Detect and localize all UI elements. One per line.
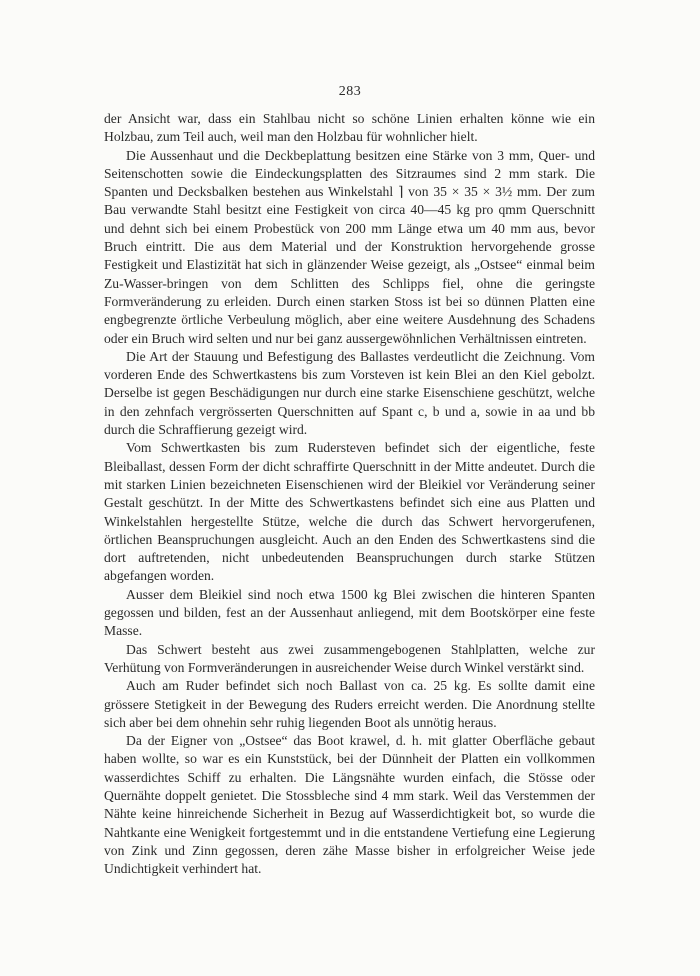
paragraph-3: Die Art der Stauung und Befestigung des Ballastes verdeutlicht die Zeichnung. Vom vorderen Ende des Schwertkastens bis zum Vorsteven ist kein Blei an den Kiel gebolzt. Derselbe ist gegen Beschädigungen nur durch eine starke Eisenschiene geschützt, welche in den zehnfach vergrösserten Querschnitten auf Spant c, b und a, sowie in aa und bb durch die Schraffierung gezeigt wird. bbox=[104, 348, 595, 438]
paragraph-8: Da der Eigner von „Ostsee“ das Boot krawel, d. h. mit glatter Oberfläche gebaut haben wollte, so war es ein Kunststück, bei der Dünnheit der Platten ein vollkommen wasserdichtes Schiff zu erhalten. Die Längsnähte wurden einfach, die Stösse oder Quernähte doppelt genietet. Die Stossbleche sind 4 mm stark. Weil das Verstemmen der Nähte keine hinreichende Sicherheit in Bezug auf Wasserdichtigkeit bot, so wurde die Nahtkante eine Wenigkeit fortgestemmt und in die entstandene Vertiefung eine Legierung von Zink und Zinn gegossen, deren zähe Masse bisher in erfolgreicher Weise jede Undichtigkeit verhindert hat. bbox=[104, 733, 595, 877]
paragraph-4: Vom Schwertkasten bis zum Rudersteven befindet sich der eigentliche, feste Bleiballast, dessen Form der dicht schraffirte Querschnitt in der Mitte andeutet. Durch die mit starken Linien bezeichneten Eisenschienen wird der Bleikiel vor Veränderung seiner Gestalt geschützt. In der Mitte des Schwertkastens befindet sich eine aus Platten und Winkelstahlen hergestellte Stütze, welche die durch das Schwert hervorgerufenen, örtlichen Beanspruchungen ausgleicht. Auch an den Enden des Schwertkastens sind die dort auftretenden, nicht unbedeutenden Beanspruchungen durch starke Stützen abgefangen worden. bbox=[104, 440, 595, 584]
paragraph-1: der Ansicht war, dass ein Stahlbau nicht so schöne Linien erhalten könne wie ein Holzbau, zum Teil auch, weil man den Holzbau für wohnlicher hielt. bbox=[104, 111, 595, 145]
paragraph-2: Die Aussenhaut und die Deckbeplattung besitzen eine Stärke von 3 mm, Quer- und Seitenschotten sowie die Eindeckungsplatten des Sitzraumes sind 2 mm stark. Die Spanten und Decksbalken bestehen aus Winkelstahl ⌉ von 35 × 35 × 3½ mm. Der zum Bau verwandte Stahl besitzt eine Festigkeit von circa 40—45 kg pro qmm Querschnitt und dehnt sich bei einem Probestück von 200 mm Länge etwa um 40 mm aus, bevor Bruch eintritt. Die aus dem Material und der Konstruktion hervorgehende grosse Festigkeit und Elastizität hat sich in glänzender Weise gezeigt, als „Ostsee“ einmal beim Zu-Wasser-bringen von dem Schlitten des Schlipps fiel, ohne die geringste Formveränderung zu erleiden. Durch einen starken Stoss ist bei so dünnen Platten eine engbegrenzte örtliche Verbeulung möglich, aber eine weitere Ausdehnung des Schadens oder ein Bruch wird selten und nur bei ganz aussergewöhnlichen Verhältnissen eintreten. bbox=[104, 147, 595, 346]
body-text bbox=[104, 110, 595, 878]
paragraph-6: Das Schwert besteht aus zwei zusammengebogenen Stahlplatten, welche zur Verhütung von Formveränderungen in ausreichender Weise durch Winkel verstärkt sind. bbox=[104, 641, 595, 675]
paragraph-5: Ausser dem Bleikiel sind noch etwa 1500 kg Blei zwischen die hinteren Spanten gegossen und bilden, fest an der Aussenhaut anliegend, mit dem Bootskörper eine feste Masse. bbox=[104, 586, 595, 639]
page-number: 283 bbox=[338, 84, 362, 99]
paragraph-7: Auch am Ruder befindet sich noch Ballast von ca. 25 kg. Es sollte damit eine grössere Stetigkeit in der Bewegung des Ruders erreicht werden. Die Anordnung stellte sich aber bei dem ohnehin sehr ruhig liegenden Boot als unnötig heraus. bbox=[104, 678, 595, 730]
